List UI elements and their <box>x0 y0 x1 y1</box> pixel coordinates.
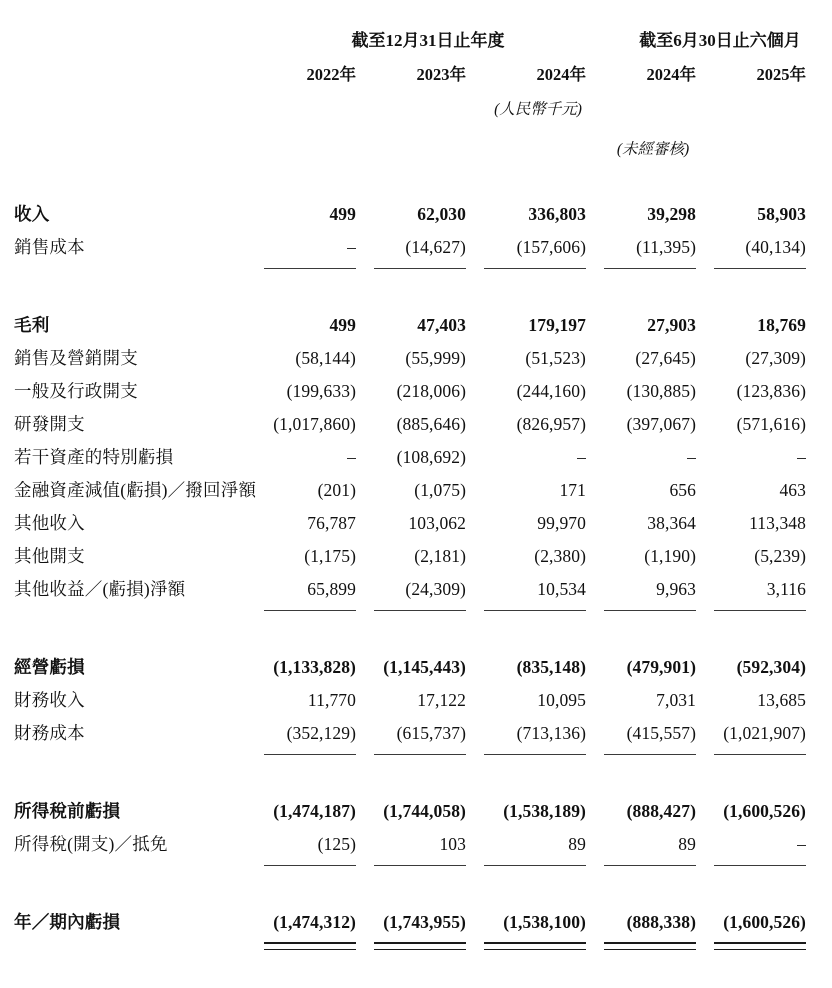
row-value: – <box>797 447 806 467</box>
row-pad <box>818 795 832 828</box>
subtotal-rule <box>478 264 598 275</box>
row-pad <box>818 828 832 861</box>
row-pad <box>818 507 832 540</box>
header-body-gap <box>0 164 832 198</box>
audit-note: (未經審核) <box>616 141 690 158</box>
row-pad <box>818 651 832 684</box>
table-row <box>0 573 832 606</box>
row-value: 17,122 <box>417 690 466 710</box>
row-label: 財務成本 <box>14 723 85 743</box>
currency-note: (人民幣千元) <box>494 101 582 118</box>
rule-pad <box>818 750 832 761</box>
row-value: (1,474,187) <box>273 801 356 821</box>
table-row <box>0 441 832 474</box>
row-value: 11,770 <box>307 690 356 710</box>
subtotal-rule <box>258 750 368 761</box>
section-gap-row <box>0 761 832 795</box>
subtotal-rule <box>478 861 598 872</box>
subtotal-rule <box>478 606 598 617</box>
currency-note-row <box>0 90 832 124</box>
row-value: (1,133,828) <box>273 657 356 677</box>
row-pad <box>818 309 832 342</box>
grand-total-double-rule <box>368 939 478 955</box>
header-year-pad <box>818 56 832 90</box>
row-value: (571,616) <box>736 414 806 434</box>
subtotal-rule <box>708 750 818 761</box>
section-gap-row <box>0 872 832 906</box>
row-value: 18,769 <box>757 315 806 335</box>
subtotal-rule <box>368 861 478 872</box>
double-rule-pad <box>818 939 832 955</box>
section-gap-row <box>0 617 832 651</box>
row-label: 其他收益／(虧損)淨額 <box>14 579 186 599</box>
subtotal-rule <box>368 750 478 761</box>
row-value: (1,538,189) <box>503 801 586 821</box>
header-col-2024-interim: 2024年 <box>646 65 696 84</box>
row-value: 499 <box>329 204 356 224</box>
row-pad <box>818 474 832 507</box>
audit-note-row <box>0 124 832 164</box>
row-value: 39,298 <box>647 204 696 224</box>
table-row <box>0 795 832 828</box>
table-row <box>0 231 832 264</box>
row-value: 179,197 <box>528 315 586 335</box>
row-value: (55,999) <box>405 348 466 368</box>
row-label: 一般及行政開支 <box>14 381 138 401</box>
row-value: 113,348 <box>749 513 806 533</box>
row-value: (244,160) <box>516 381 586 401</box>
row-value: 62,030 <box>417 204 466 224</box>
currency-note-trailing-spacer <box>598 90 832 124</box>
rule-label-spacer <box>0 264 258 275</box>
row-value: (27,645) <box>635 348 696 368</box>
row-pad <box>818 906 832 939</box>
row-value: (1,075) <box>414 480 466 500</box>
row-label: 所得稅前虧損 <box>14 801 121 821</box>
table-row <box>0 198 832 231</box>
row-value: (1,017,860) <box>273 414 356 434</box>
row-value: (1,743,955) <box>383 912 466 932</box>
row-value: 7,031 <box>656 690 696 710</box>
table-row <box>0 684 832 717</box>
row-value: (888,338) <box>626 912 696 932</box>
row-value: 3,116 <box>766 579 806 599</box>
double-rule-label-spacer <box>0 939 258 955</box>
subtotal-rule <box>708 606 818 617</box>
grand-total-double-rule <box>258 939 368 955</box>
header-group-row <box>0 26 832 56</box>
row-value: 89 <box>678 834 696 854</box>
row-pad <box>818 342 832 375</box>
header-group-interim: 截至6月30日止六個月 <box>639 31 801 50</box>
row-label: 收入 <box>14 204 50 224</box>
row-value: 656 <box>669 480 696 500</box>
row-value: (1,474,312) <box>273 912 356 932</box>
row-value: (157,606) <box>516 237 586 257</box>
row-value: (835,148) <box>516 657 586 677</box>
row-label: 金融資產減值(虧損)／撥回淨額 <box>14 480 257 500</box>
table-row <box>0 717 832 750</box>
row-value: 47,403 <box>417 315 466 335</box>
header-col-2022-annual: 2022年 <box>306 65 356 84</box>
grand-total-double-rule <box>708 939 818 955</box>
row-pad <box>818 408 832 441</box>
row-value: (1,175) <box>304 546 356 566</box>
audit-note-trailing-spacer <box>708 124 832 164</box>
row-value: 99,970 <box>537 513 586 533</box>
row-value: (615,737) <box>396 723 466 743</box>
row-value: (888,427) <box>626 801 696 821</box>
row-label: 其他開支 <box>14 546 85 566</box>
row-pad <box>818 441 832 474</box>
row-value: (58,144) <box>295 348 356 368</box>
row-value: (397,067) <box>626 414 696 434</box>
row-value: 10,095 <box>537 690 586 710</box>
row-pad <box>818 684 832 717</box>
subtotal-rule <box>258 606 368 617</box>
row-pad <box>818 717 832 750</box>
audit-note-spacer <box>0 124 598 164</box>
subtotal-rule <box>598 264 708 275</box>
rule-pad <box>818 606 832 617</box>
row-value: 89 <box>568 834 586 854</box>
header-year-row <box>0 56 832 90</box>
subtotal-rule <box>368 264 478 275</box>
row-value: 9,963 <box>656 579 696 599</box>
row-value: (40,134) <box>745 237 806 257</box>
row-value: (415,557) <box>626 723 696 743</box>
row-label: 經營虧損 <box>14 657 85 677</box>
row-value: (2,380) <box>534 546 586 566</box>
rule-label-spacer <box>0 606 258 617</box>
row-value: (51,523) <box>525 348 586 368</box>
subtotal-rule <box>258 264 368 275</box>
row-pad <box>818 540 832 573</box>
table-row <box>0 342 832 375</box>
rule-label-spacer <box>0 750 258 761</box>
subtotal-rule <box>258 861 368 872</box>
row-value: (1,600,526) <box>723 912 806 932</box>
section-gap <box>0 872 832 906</box>
row-value: (125) <box>317 834 356 854</box>
section-gap-row <box>0 275 832 309</box>
row-pad <box>818 375 832 408</box>
row-value: (885,646) <box>396 414 466 434</box>
row-value: 13,685 <box>757 690 806 710</box>
row-value: (130,885) <box>626 381 696 401</box>
grand-total-rule-row <box>0 939 832 955</box>
grand-total-double-rule <box>478 939 598 955</box>
row-label: 銷售及營銷開支 <box>14 348 138 368</box>
row-value: (1,021,907) <box>723 723 806 743</box>
row-value: – <box>687 447 696 467</box>
section-gap <box>0 275 832 309</box>
row-label: 若干資產的特別虧損 <box>14 447 174 467</box>
row-label: 年／期內虧損 <box>14 912 121 932</box>
row-value: – <box>797 834 806 854</box>
row-value: (479,901) <box>626 657 696 677</box>
row-value: 27,903 <box>647 315 696 335</box>
subtotal-rule-row <box>0 264 832 275</box>
row-value: (14,627) <box>405 237 466 257</box>
subtotal-rule <box>598 750 708 761</box>
rule-label-spacer <box>0 861 258 872</box>
row-value: (218,006) <box>396 381 466 401</box>
row-value: 463 <box>779 480 806 500</box>
header-label-spacer <box>0 26 258 56</box>
row-label: 毛利 <box>14 315 50 335</box>
row-value: (1,538,100) <box>503 912 586 932</box>
table-row <box>0 309 832 342</box>
table-row-total <box>0 906 832 939</box>
subtotal-rule <box>368 606 478 617</box>
row-value: 65,899 <box>307 579 356 599</box>
row-value: (5,239) <box>754 546 806 566</box>
subtotal-rule <box>598 861 708 872</box>
row-value: (11,395) <box>636 237 696 257</box>
row-value: 58,903 <box>757 204 806 224</box>
row-value: 10,534 <box>537 579 586 599</box>
section-gap <box>0 617 832 651</box>
header-col-2023-annual: 2023年 <box>416 65 466 84</box>
rule-pad <box>818 861 832 872</box>
row-value: (592,304) <box>736 657 806 677</box>
table-row <box>0 474 832 507</box>
row-value: (2,181) <box>414 546 466 566</box>
row-value: (123,836) <box>736 381 806 401</box>
table-row <box>0 507 832 540</box>
row-value: (1,145,443) <box>383 657 466 677</box>
header-group-annual: 截至12月31日止年度 <box>351 31 505 50</box>
row-value: (27,309) <box>745 348 806 368</box>
row-value: 171 <box>559 480 586 500</box>
row-value: 38,364 <box>647 513 696 533</box>
row-value: (713,136) <box>516 723 586 743</box>
subtotal-rule <box>708 861 818 872</box>
subtotal-rule <box>598 606 708 617</box>
header-col-2025-interim: 2025年 <box>756 65 806 84</box>
row-value: 499 <box>329 315 356 335</box>
row-value: – <box>577 447 586 467</box>
header-col-2024-annual: 2024年 <box>536 65 586 84</box>
subtotal-rule-row <box>0 750 832 761</box>
row-value: (1,600,526) <box>723 801 806 821</box>
subtotal-rule <box>708 264 818 275</box>
row-value: (201) <box>317 480 356 500</box>
row-label: 財務收入 <box>14 690 85 710</box>
row-pad <box>818 573 832 606</box>
table-row <box>0 651 832 684</box>
subtotal-rule-row <box>0 861 832 872</box>
subtotal-rule-row <box>0 606 832 617</box>
row-value: 103,062 <box>408 513 466 533</box>
header-year-label-spacer <box>0 56 258 90</box>
table-row <box>0 375 832 408</box>
currency-note-spacer <box>0 90 478 124</box>
row-value: – <box>347 447 356 467</box>
row-value: 336,803 <box>528 204 586 224</box>
top-spacer-row <box>0 0 832 26</box>
rule-pad <box>818 264 832 275</box>
row-value: – <box>347 237 356 257</box>
row-label: 銷售成本 <box>14 237 85 257</box>
row-value: 103 <box>439 834 466 854</box>
row-value: 76,787 <box>307 513 356 533</box>
row-value: (1,190) <box>644 546 696 566</box>
grand-total-double-rule <box>598 939 708 955</box>
row-value: (199,633) <box>286 381 356 401</box>
row-pad <box>818 231 832 264</box>
subtotal-rule <box>478 750 598 761</box>
row-value: (352,129) <box>286 723 356 743</box>
row-value: (24,309) <box>405 579 466 599</box>
top-spacer <box>0 0 832 26</box>
row-value: (826,957) <box>516 414 586 434</box>
row-value: (1,744,058) <box>383 801 466 821</box>
row-label: 其他收入 <box>14 513 85 533</box>
table-row <box>0 828 832 861</box>
row-label: 研發開支 <box>14 414 85 434</box>
table-row <box>0 540 832 573</box>
section-gap <box>0 761 832 795</box>
table-row <box>0 408 832 441</box>
row-label: 所得稅(開支)／抵免 <box>14 834 168 854</box>
row-pad <box>818 198 832 231</box>
header-body-gap-row <box>0 164 832 198</box>
row-value: (108,692) <box>396 447 466 467</box>
